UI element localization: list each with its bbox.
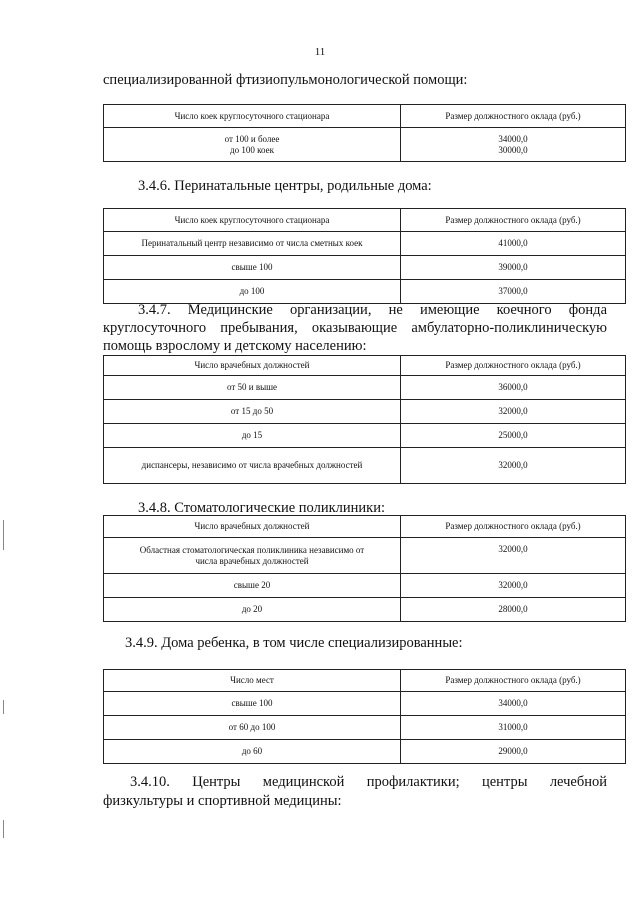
- page-number: 11: [314, 46, 326, 58]
- row-value: 34000,0 30000,0: [401, 128, 626, 162]
- column-header-beds: Число коек круглосуточного стационара: [104, 209, 401, 232]
- section-heading-3-4-7-line-2: круглосуточного пребывания, оказывающие амбулаторно-поликлиническую: [103, 320, 607, 336]
- section-heading-3-4-7-line-1: 3.4.7. Медицинские организации, не имеющие коечного фонда: [138, 302, 607, 318]
- section-heading-3-4-6: 3.4.6. Перинатальные центры, родильные дома:: [138, 178, 432, 194]
- section-heading-3-4-10-line-1: 3.4.10. Центры медицинской профилактики; центры лечебной: [130, 774, 607, 790]
- section-heading-3-4-10-line-2: физкультуры и спортивной медицины:: [103, 793, 342, 809]
- row-value: 31000,0: [401, 716, 626, 740]
- column-header-salary: Размер должностного оклада (руб.): [401, 209, 626, 232]
- row-value: 32000,0: [401, 400, 626, 424]
- row-value: 25000,0: [401, 424, 626, 448]
- row-label: до 20: [104, 598, 401, 622]
- column-header-positions: Число врачебных должностей: [104, 356, 401, 376]
- scan-mark: [3, 520, 4, 550]
- row-value: 32000,0: [401, 574, 626, 598]
- table-row: [104, 232, 626, 256]
- row-value: 32000,0: [401, 448, 626, 484]
- row-label: от 100 и более до 100 коек: [104, 128, 401, 162]
- column-header-salary: Размер должностного оклада (руб.): [401, 516, 626, 538]
- row-label: Областная стоматологическая поликлиника независимо от числа врачебных должностей: [104, 538, 401, 574]
- row-label: от 50 и выше: [104, 376, 401, 400]
- column-header-salary: Размер должностного оклада (руб.): [401, 105, 626, 128]
- table-row: [104, 280, 626, 304]
- row-value: 32000,0: [401, 538, 626, 574]
- row-value: 36000,0: [401, 376, 626, 400]
- intro-text: специализированной фтизиопульмонологической помощи:: [103, 72, 468, 88]
- table-perinatal: [103, 208, 626, 304]
- row-value: 28000,0: [401, 598, 626, 622]
- row-label: свыше 20: [104, 574, 401, 598]
- table-row: [104, 256, 626, 280]
- section-heading-3-4-8: 3.4.8. Стоматологические поликлиники:: [138, 500, 385, 516]
- table-children-homes: [103, 669, 626, 764]
- table-dental: [103, 515, 626, 622]
- table-row: [104, 716, 626, 740]
- table-row: [104, 128, 626, 162]
- table-row: [104, 376, 626, 400]
- row-value: 39000,0: [401, 256, 626, 280]
- column-header-positions: Число врачебных должностей: [104, 516, 401, 538]
- scan-mark: [3, 700, 4, 714]
- row-label: до 15: [104, 424, 401, 448]
- row-label: свыше 100: [104, 256, 401, 280]
- column-header-beds: Число коек круглосуточного стационара: [104, 105, 401, 128]
- table-row: [104, 598, 626, 622]
- table-row: [104, 448, 626, 484]
- table-outpatient: [103, 355, 626, 484]
- column-header-salary: Размер должностного оклада (руб.): [401, 670, 626, 692]
- table-row: [104, 424, 626, 448]
- row-value: 41000,0: [401, 232, 626, 256]
- table-phthisio: [103, 104, 626, 162]
- row-label: до 100: [104, 280, 401, 304]
- table-row: [104, 538, 626, 574]
- table-row: [104, 574, 626, 598]
- section-heading-3-4-9: 3.4.9. Дома ребенка, в том числе специализированные:: [125, 635, 463, 651]
- row-label: от 60 до 100: [104, 716, 401, 740]
- row-label: диспансеры, независимо от числа врачебных должностей: [104, 448, 401, 484]
- section-heading-3-4-7-line-3: помощь взрослому и детскому населению:: [103, 338, 367, 354]
- row-value: 29000,0: [401, 740, 626, 764]
- table-row: [104, 692, 626, 716]
- table-row: [104, 740, 626, 764]
- row-label: от 15 до 50: [104, 400, 401, 424]
- column-header-salary: Размер должностного оклада (руб.): [401, 356, 626, 376]
- scan-mark: [3, 820, 4, 838]
- table-row: [104, 400, 626, 424]
- row-label: Перинатальный центр независимо от числа сметных коек: [104, 232, 401, 256]
- row-label: свыше 100: [104, 692, 401, 716]
- row-value: 37000,0: [401, 280, 626, 304]
- row-label: до 60: [104, 740, 401, 764]
- row-value: 34000,0: [401, 692, 626, 716]
- column-header-places: Число мест: [104, 670, 401, 692]
